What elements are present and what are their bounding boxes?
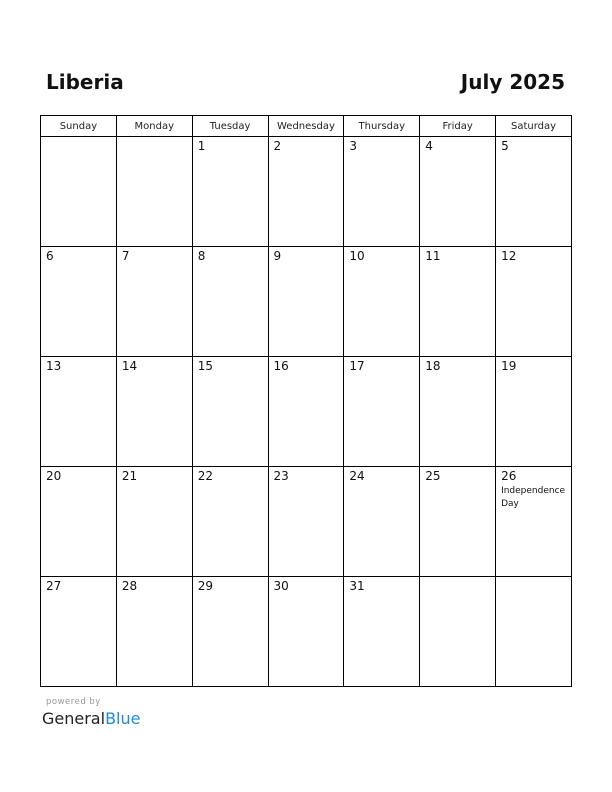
day-cell bbox=[420, 357, 496, 467]
powered-by-label: powered by bbox=[46, 697, 101, 707]
day-number: 9 bbox=[273, 249, 282, 263]
weekday-header: Monday bbox=[116, 116, 192, 137]
day-number: 27 bbox=[46, 579, 62, 593]
day-cell bbox=[268, 137, 344, 247]
day-cell bbox=[41, 357, 117, 467]
day-cell bbox=[420, 247, 496, 357]
day-cell bbox=[116, 577, 192, 687]
week-row bbox=[41, 357, 572, 467]
day-cell bbox=[192, 357, 268, 467]
day-number: 21 bbox=[121, 469, 138, 483]
day-cell bbox=[420, 467, 496, 577]
generalblue-logo[interactable] bbox=[42, 709, 140, 728]
day-number: 28 bbox=[121, 579, 138, 593]
day-cell bbox=[192, 137, 268, 247]
day-number: 11 bbox=[425, 249, 441, 263]
day-cell bbox=[268, 577, 344, 687]
day-number: 29 bbox=[197, 579, 213, 593]
calendar-grid bbox=[40, 115, 572, 687]
day-number: 26 bbox=[501, 469, 517, 483]
week-row bbox=[41, 467, 572, 577]
weekday-header: Tuesday bbox=[192, 116, 268, 137]
week-row bbox=[41, 247, 572, 357]
day-number: 2 bbox=[273, 139, 282, 153]
weekday-header: Friday bbox=[420, 116, 496, 137]
day-cell bbox=[116, 137, 192, 247]
day-cell bbox=[496, 137, 572, 247]
day-cell bbox=[496, 467, 572, 577]
day-number: 19 bbox=[501, 359, 517, 373]
day-cell bbox=[268, 467, 344, 577]
weekday-header-row bbox=[41, 116, 572, 137]
day-cell bbox=[192, 247, 268, 357]
day-cell bbox=[192, 467, 268, 577]
day-number: 23 bbox=[273, 469, 289, 483]
day-number: 15 bbox=[197, 359, 213, 373]
day-cell bbox=[41, 467, 117, 577]
day-number: 10 bbox=[349, 249, 365, 263]
day-cell bbox=[41, 247, 117, 357]
day-number: 4 bbox=[425, 139, 433, 153]
day-cell bbox=[116, 357, 192, 467]
day-cell bbox=[344, 467, 420, 577]
day-number: 18 bbox=[425, 359, 441, 373]
day-number: 13 bbox=[46, 359, 62, 373]
day-number: 5 bbox=[501, 139, 509, 153]
day-cell bbox=[496, 247, 572, 357]
day-cell bbox=[420, 577, 496, 687]
day-cell bbox=[344, 357, 420, 467]
day-number: 17 bbox=[349, 359, 365, 373]
day-cell bbox=[496, 357, 572, 467]
day-number: 8 bbox=[197, 249, 206, 263]
day-number: 30 bbox=[273, 579, 289, 593]
day-number: 22 bbox=[197, 469, 213, 483]
day-cell bbox=[41, 137, 117, 247]
day-number: 31 bbox=[349, 579, 365, 593]
day-number: 12 bbox=[501, 249, 517, 263]
logo-text-general: General bbox=[42, 709, 106, 728]
calendar-month-title: July 2025 bbox=[460, 70, 565, 94]
weekday-header: Thursday bbox=[344, 116, 420, 137]
day-number: 16 bbox=[273, 359, 289, 373]
day-cell bbox=[268, 357, 344, 467]
day-number: 14 bbox=[121, 359, 138, 373]
day-number: 25 bbox=[425, 469, 441, 483]
day-number: 7 bbox=[121, 249, 130, 263]
day-cell bbox=[344, 247, 420, 357]
day-cell bbox=[41, 577, 117, 687]
day-cell bbox=[344, 137, 420, 247]
day-number: 6 bbox=[46, 249, 54, 263]
day-number: 24 bbox=[349, 469, 365, 483]
day-cell bbox=[344, 577, 420, 687]
day-cell bbox=[268, 247, 344, 357]
logo-text-blue: Blue bbox=[105, 709, 141, 728]
week-row bbox=[41, 577, 572, 687]
day-number: 1 bbox=[197, 139, 206, 153]
week-row bbox=[41, 137, 572, 247]
day-cell bbox=[420, 137, 496, 247]
weekday-header: Sunday bbox=[41, 116, 117, 137]
day-cell bbox=[192, 577, 268, 687]
day-cell bbox=[116, 467, 192, 577]
day-cell bbox=[496, 577, 572, 687]
day-cell bbox=[116, 247, 192, 357]
weekday-header: Saturday bbox=[496, 116, 572, 137]
day-number: 20 bbox=[46, 469, 62, 483]
calendar-country-title: Liberia bbox=[46, 70, 124, 94]
weekday-header: Wednesday bbox=[268, 116, 344, 137]
day-number: 3 bbox=[349, 139, 358, 153]
holiday-event: Independence Day bbox=[501, 486, 566, 509]
